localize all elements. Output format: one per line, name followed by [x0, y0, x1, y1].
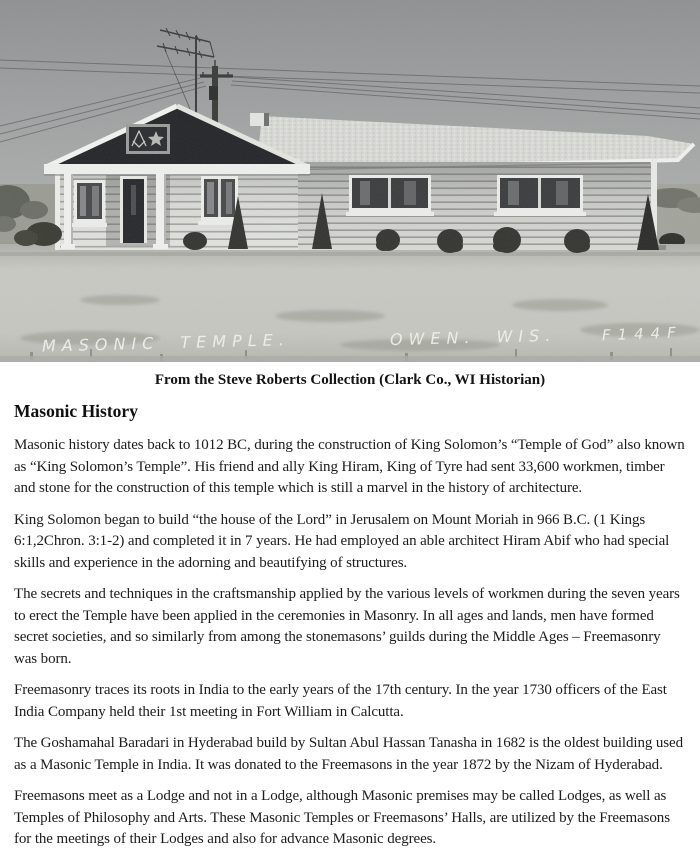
article-body [0, 435, 700, 851]
temple-photograph [0, 0, 700, 362]
paragraph-2: King Solomon began to build “the house of the Lord” in Jerusalem on Mount Moriah in 966 B.C. (1 Kings 6:1,2Chron. 3:1-2) and completed it in 7 years. He had employed an able architect Hiram Abif who had special skills and experience in the adorning and beautifying of structures. [14, 511, 670, 571]
paragraph-6: Freemasons meet as a Lodge and not in a Lodge, although Masonic premises may be called Lodges, as well as Temples of Philosophy and Arts. These Masonic Temples or Freemasons’ Halls, are utilized by the Freemasons for the meetings of their Lodges and also for advance Masonic degrees. [14, 788, 670, 847]
photo-illustration [0, 0, 700, 362]
paragraph-1: Masonic history dates back to 1012 BC, during the construction of King Solomon’s “Temple of God” also known as “King Solomon’s Temple”. His friend and ally King Hiram, King of Tyre had sent 33,600 workmen, timber and stone for the construction of this temple which is still a marvel in the history of architecture. [14, 437, 685, 496]
photo-source-caption: From the Steve Roberts Collection (Clark Co., WI Historian) [154, 372, 546, 388]
page-title: Masonic History [14, 401, 138, 421]
paragraph-3: The secrets and techniques in the craftsmanship applied by the various levels of workmen during the seven years to erect the Temple have been applied in the ceremonies in Masonry. In all ages and lands, men have formed secret societies, and so similarly from among the stonemasons’ guilds during the Middle Ages – Freemasonry was born. [14, 586, 680, 667]
paragraph-5: The Goshamahal Baradari in Hyderabad build by Sultan Abul Hassan Tanasha in 1682 is the oldest building used as a Masonic Temple in India. It was donated to the Freemasons in the year 1872 by the Nizam of Hyderabad. [14, 735, 683, 773]
film-grain [0, 0, 700, 362]
paragraph-4: Freemasonry traces its roots in India to the early years of the 17th century. In the year 1730 officers of the East India Company held their 1st meeting in Fort William in Calcutta. [14, 682, 667, 720]
